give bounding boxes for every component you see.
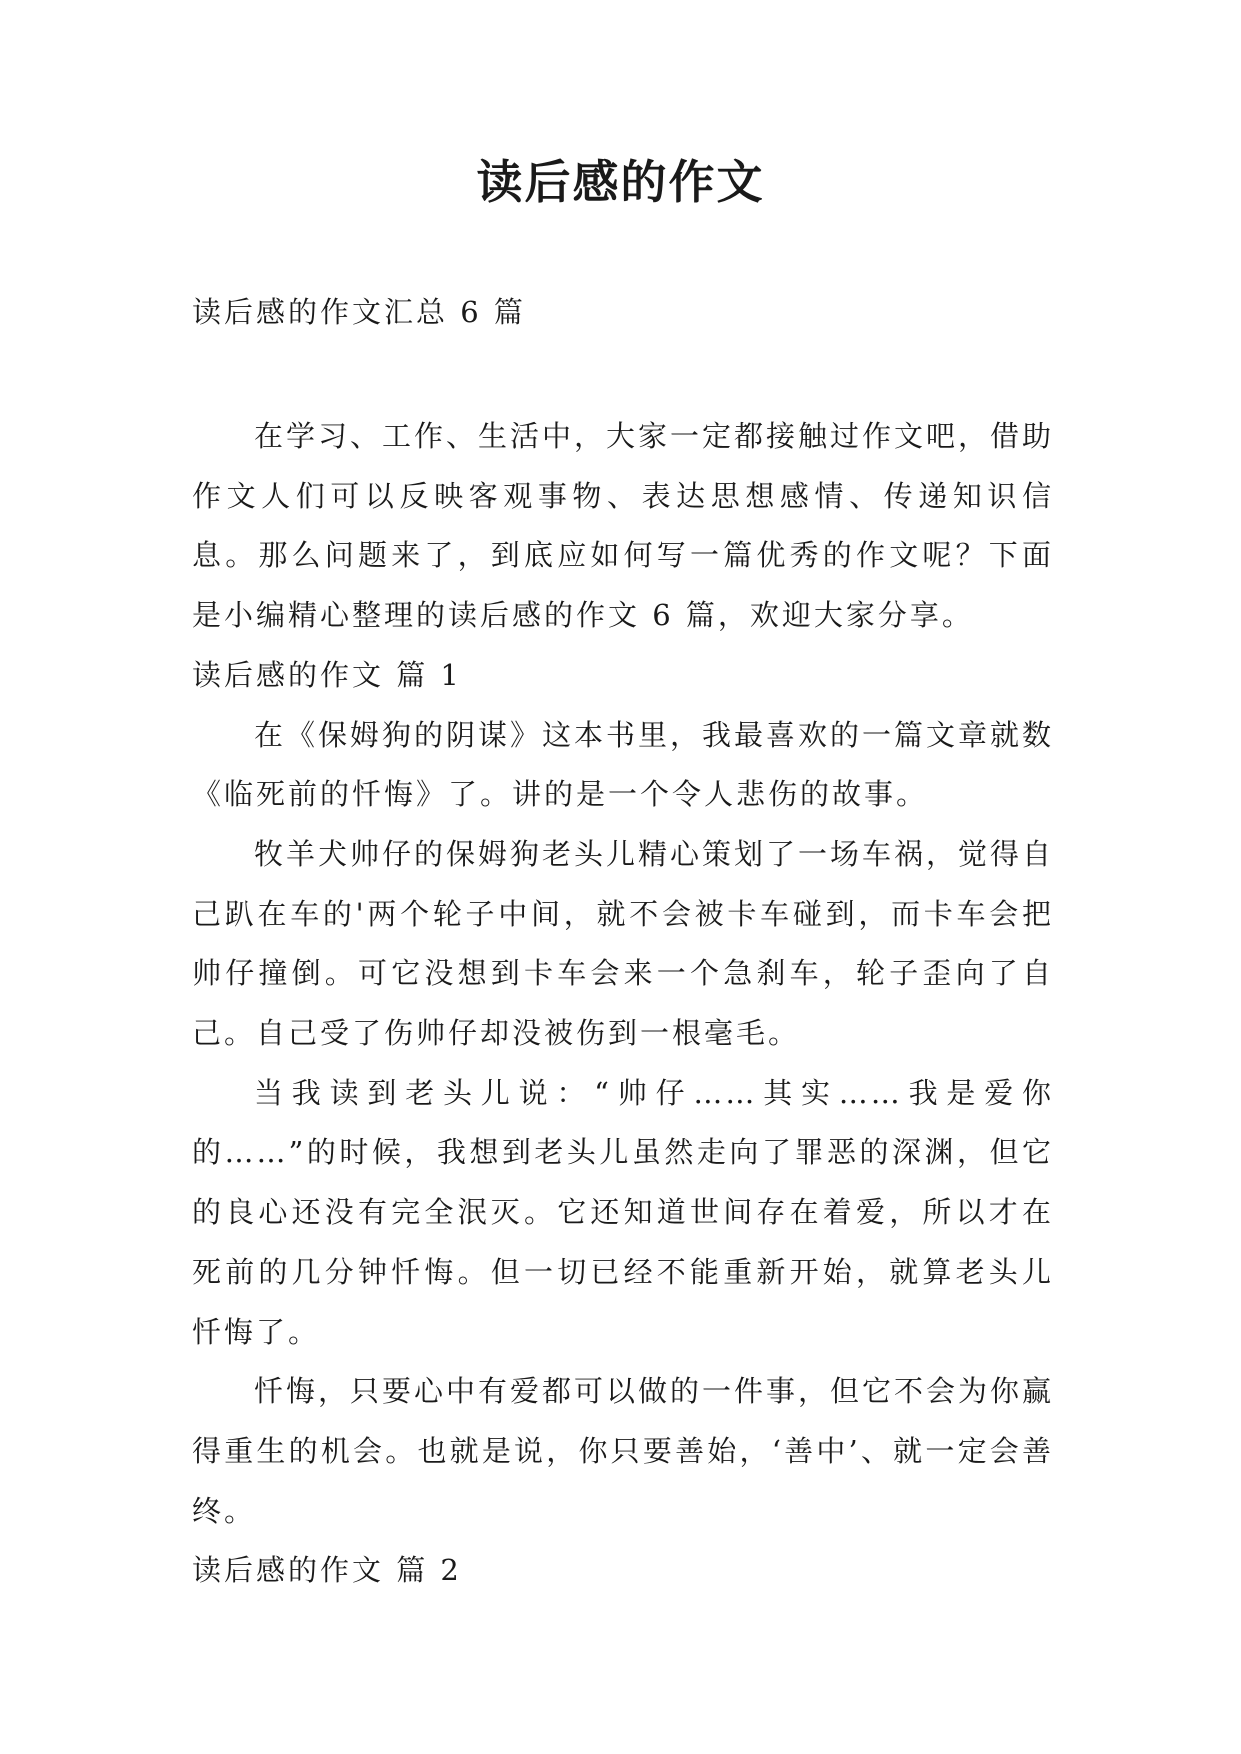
intro-paragraph: 在学习、工作、生活中，大家一定都接触过作文吧，借助作文人们可以反映客观事物、表达思想感情、传递知识信息。那么问题来了，到底应如何写一篇优秀的作文呢？下面是小编精心整理的读后感的作文 6 篇，欢迎大家分享。 — [192, 419, 1055, 633]
section-heading-1: 读后感的作文 篇 1 — [192, 657, 462, 692]
body-paragraph: 当我读到老头儿说：“帅仔……其实……我是爱你的……”的时候，我想到老头儿虽然走向了罪恶的深渊，但它的良心还没有完全泯灭。它还知道世间存在着爱，所以才在死前的几分钟忏悔。但一切已经不能重新开始，就算老头儿忏悔了。 — [192, 1075, 1054, 1349]
document-subtitle: 读后感的作文汇总 6 篇 — [192, 295, 526, 329]
body-paragraph: 在《保姆狗的阴谋》这本书里，我最喜欢的一篇文章就数《临死前的忏悔》了。讲的是一个令人悲伤的故事。 — [192, 717, 1055, 812]
document-title: 读后感的作文 — [476, 155, 765, 209]
body-paragraph: 忏悔，只要心中有爱都可以做的一件事，但它不会为你赢得重生的机会。也就是说，你只要善始，‘善中’、就一定会善终。 — [192, 1374, 1055, 1528]
section-heading-2: 读后感的作文 篇 2 — [192, 1553, 462, 1588]
body-paragraph: 牧羊犬帅仔的保姆狗老头儿精心策划了一场车祸，觉得自己趴在车的'两个轮子中间，就不会被卡车碰到，而卡车会把帅仔撞倒。可它没想到卡车会来一个急刹车，轮子歪向了自己。自己受了伤帅仔却没被伤到一根毫毛。 — [192, 836, 1055, 1051]
document-body — [192, 407, 1054, 1601]
